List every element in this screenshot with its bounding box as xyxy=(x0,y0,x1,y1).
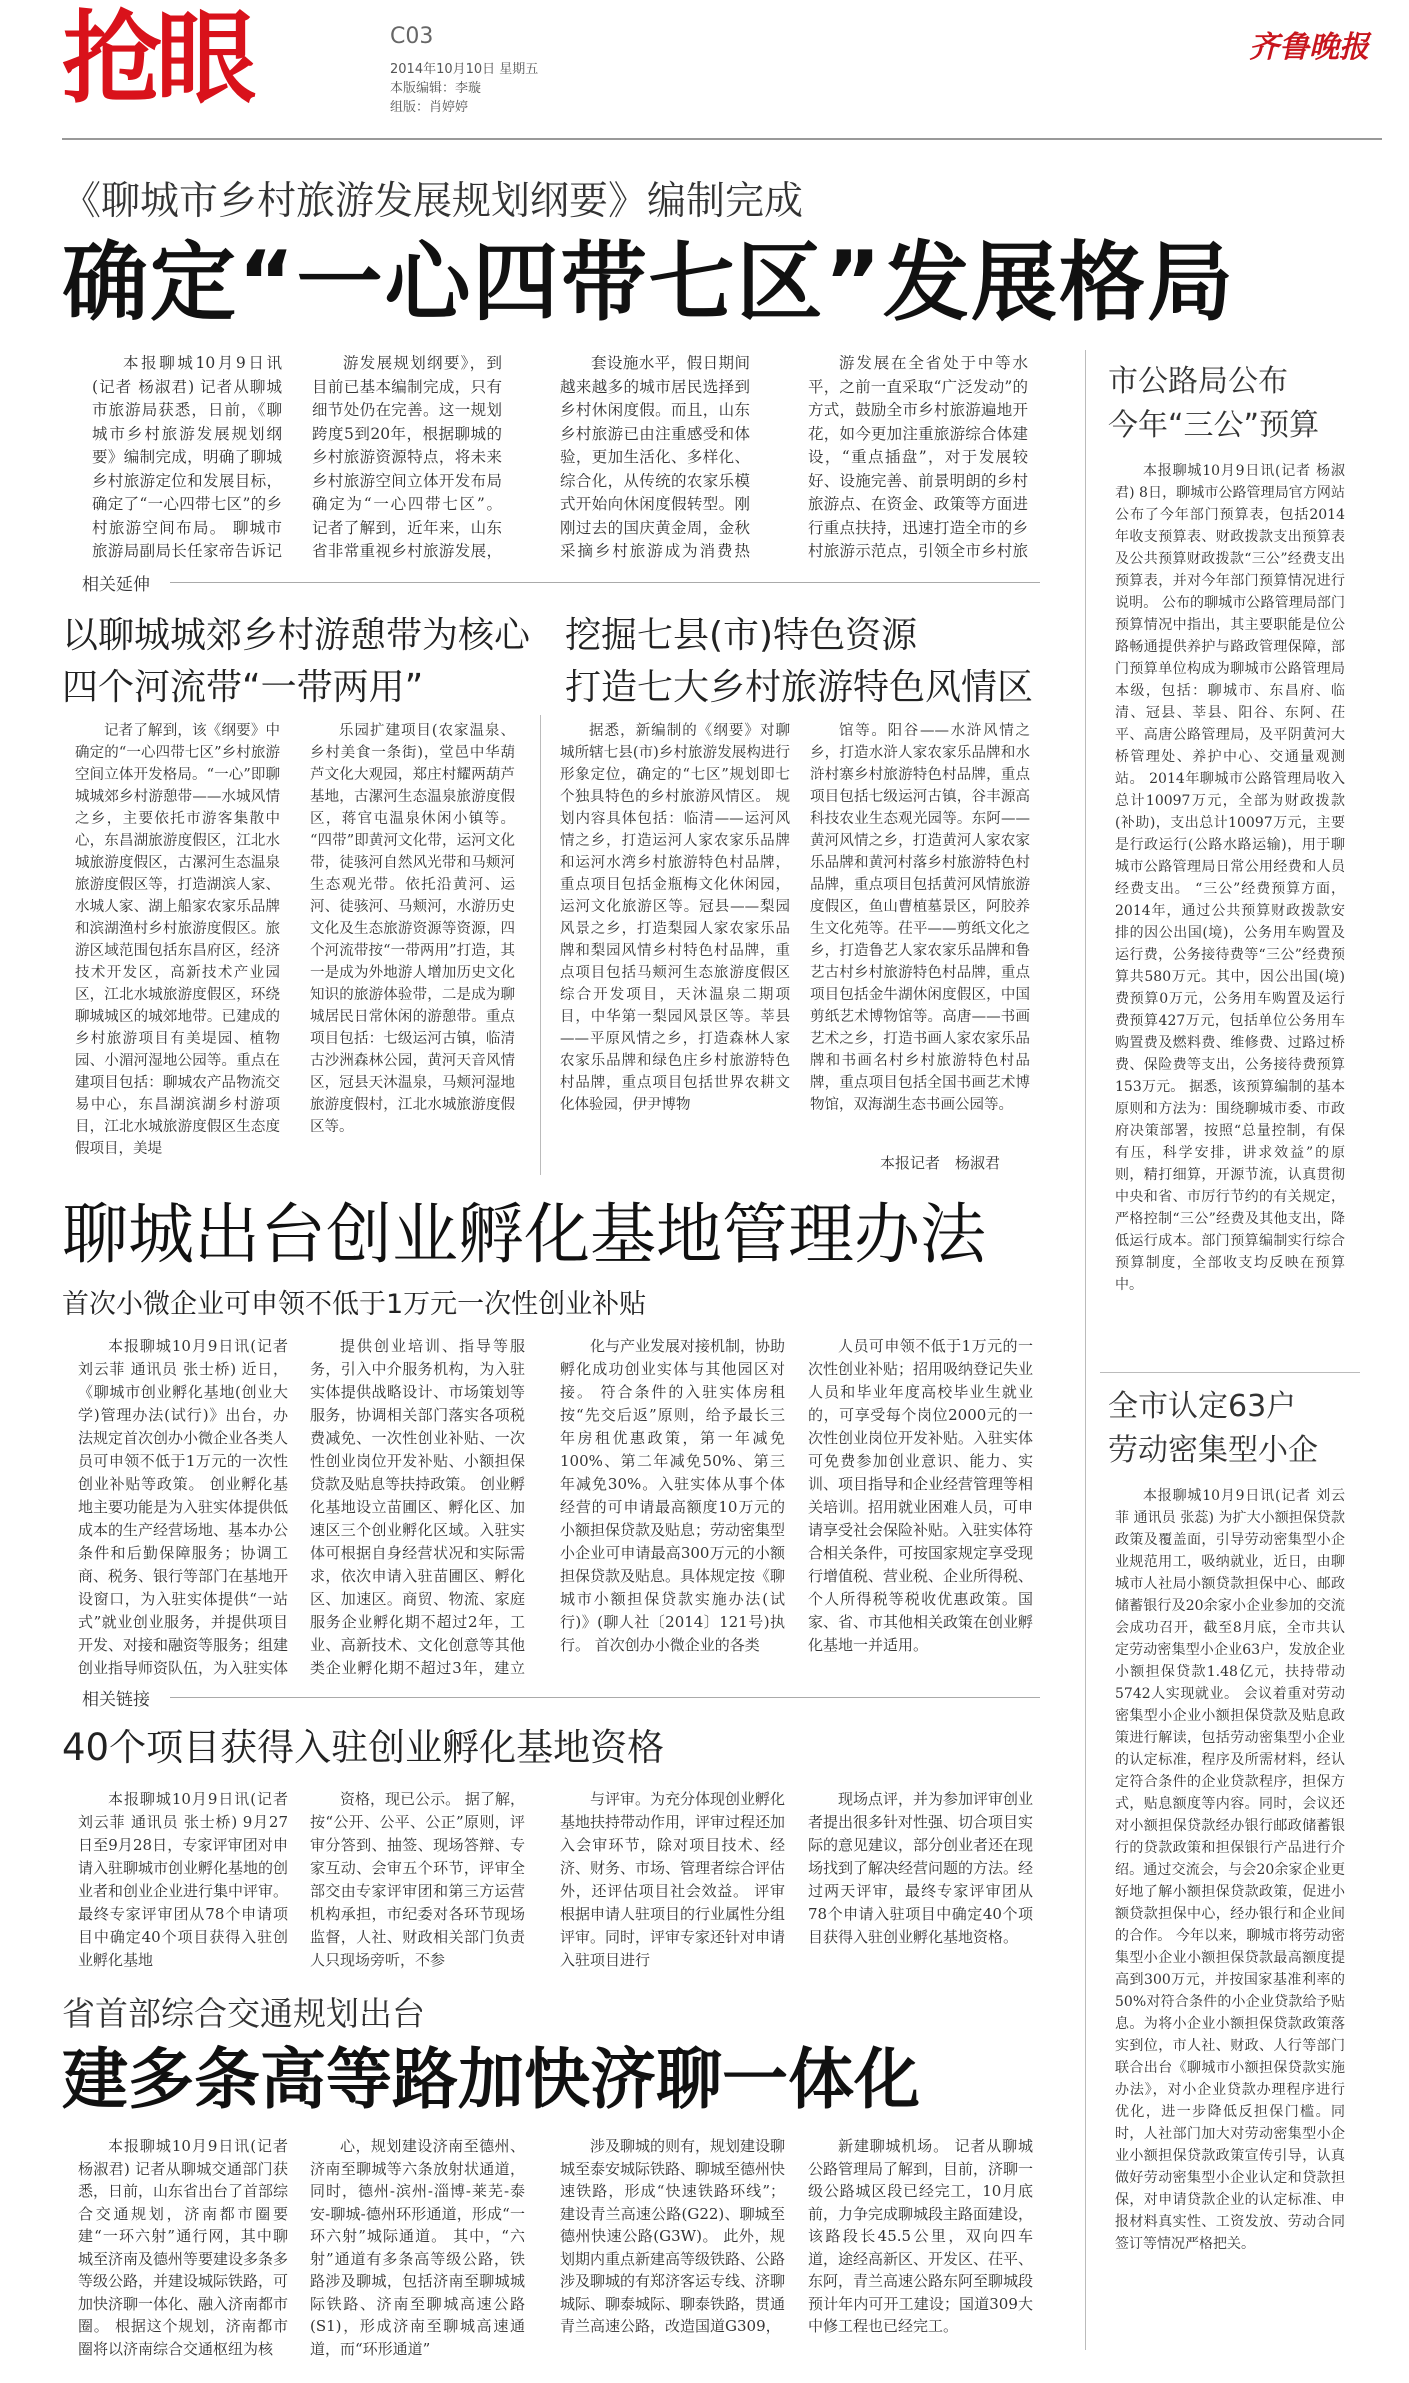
article3-headline: 建多条高等路加快济聊一体化 xyxy=(62,2041,920,2118)
newspaper-logo: 齐鲁晚报 xyxy=(1249,30,1369,65)
layout-credit: 组版：肖婷婷 xyxy=(390,100,469,115)
sidebar-1-title: 市公路局公布 今年“三公”预算 xyxy=(1108,364,1320,443)
lead-column-3: 套设施水平，假日期间越来越多的城市居民选择到乡村休闲度假。而且，山东乡村旅游已由注重感受和体验，更加生活化、多样化、综合化，从传统的农家乐模式开始向休闲度假转型。刚刚过去的国庆黄金周，金秋采摘乡村旅游成为消费热 xyxy=(560,354,750,560)
lead-kicker: 《聊城市乡村旅游发展规划纲要》编制完成 xyxy=(62,179,804,224)
issue-meta xyxy=(390,60,538,117)
sidebar-2-title: 全市认定63户 劳动密集型小企 xyxy=(1108,1389,1318,1468)
article3-column-1: 本报聊城10月9日讯(记者 杨淑君) 记者从聊城交通部门获悉，日前，山东省出台了首部综合交通规划，济南都市圈要建“一环六射”通行网，其中聊城至济南及德州等要建设多条多等级公路，并建设城际铁路，可加快济聊一体化、融入济南都市圈。 根据这个规划，济南都市圈将以济南综合交通枢纽为核 xyxy=(78,2137,288,2358)
link-tag: 相关链接 xyxy=(82,1690,150,1710)
related-tag: 相关延伸 xyxy=(82,575,150,595)
sidebar-divider xyxy=(1085,350,1086,2350)
article2-subtitle: 首次小微企业可申领不低于1万元一次性创业补贴 xyxy=(62,1289,647,1320)
link-tag-line xyxy=(170,1697,1040,1698)
article2-column-3: 化与产业发展对接机制，协助孵化成功创业实体与其他园区对接。 符合条件的入驻实体房租按“先交后返”原则，给予最长三年房租优惠政策，第一年减免100%、第二年减免50%、第三年减免30%。入驻实体从事个体经营的可申请最高额度10万元的小额担保贷款及贴息；劳动密集型小企业可申请最高300万元的小额担保贷款及贴息。具体规定按《聊城市小额担保贷款实施办法(试行)》(聊人社〔2014〕121号)执行。 首次创办小微企业的各类 xyxy=(560,1337,785,1654)
article3-column-3: 涉及聊城的则有，规划建设聊城至泰安城际铁路、聊城至德州快速铁路，形成“快速铁路环线”；建设青兰高速公路(G22)、聊城至德州快速公路(G3W)。 此外，规划期内重点新建高等级铁路、公路涉及聊城的有郑济客运专线、济聊城际、聊泰城际、聊泰铁路，贯通青兰高速公路，改造国道G309， xyxy=(560,2137,785,2335)
article2-sub-headline: 40个项目获得入驻创业孵化基地资格 xyxy=(62,1726,665,1769)
article2-sub-column-1: 本报聊城10月9日讯(记者 刘云菲 通讯员 张士桥) 9月27日至9月28日，专家评审团对申请入驻聊城市创业孵化基地的创业者和创业企业进行集中评审。最终专家评审团从78个申请项目中确定40个项目获得入驻创业孵化基地 xyxy=(78,1790,288,1969)
related-tag-line xyxy=(170,582,1040,583)
sub2-column-1: 据悉，新编制的《纲要》对聊城所辖七县(市)乡村旅游发展构进行形象定位，确定的“七区”规划即七个独具特色的乡村旅游风情区。 规划内容具体包括：临清——运河风情之乡，打造运河人家农家乐品牌和运河水湾乡村旅游特色村品牌，重点项目包括金瓶梅文化休闲园，运河文化旅游区等。冠县——梨园风景之乡，打造梨园人家农家乐品牌和梨园风情乡村特色村品牌，重点项目包括马颊河生态旅游度假区综合开发项目，天沐温泉二期项目，中华第一梨园风景区等。莘县——平原风情之乡，打造森林人家农家乐品牌和绿色庄乡村旅游特色村品牌，重点项目包括世界农耕文化体验园，伊尹博物 xyxy=(560,723,790,1113)
article2-headline: 聊城出台创业孵化基地管理办法 xyxy=(62,1196,986,1273)
lead-headline: 确定“一心四带七区”发展格局 xyxy=(62,233,1236,333)
header-divider xyxy=(62,138,1382,140)
sub2-column-2: 馆等。阳谷——水浒风情之乡，打造水浒人家农家乐品牌和水浒村寨乡村旅游特色村品牌，重点项目包括七级运河古镇，谷丰源高科技农业生态观光园等。东阿——黄河风情之乡，打造黄河人家农家乐品牌和黄河村落乡村旅游特色村品牌，重点项目包括黄河风情旅游度假区，鱼山曹植墓景区，阿胶养生文化苑等。茌平——剪纸文化之乡，打造鲁艺人家农家乐品牌和鲁艺古村乡村旅游特色村品牌，重点项目包括金牛湖休闲度假区，中国剪纸艺术博物馆等。高唐——书画艺术之乡，打造书画人家农家乐品牌和书画名村乡村旅游特色村品牌，重点项目包括全国书画艺术博物馆，双海湖生态书画公园等。 xyxy=(810,723,1030,1113)
editor-credit: 本版编辑：李璇 xyxy=(390,81,482,96)
lead-column-2: 游发展规划纲要》，到目前已基本编制完成，只有细节处仍在完善。这一规划跨度5到20年，根据聊城的乡村旅游资源特点，将未来乡村旅游空间立体开发布局确定为“一心四带七区”。 记者了解到，近年来，山东省非常重视乡村旅游发展， xyxy=(312,354,502,560)
article3-column-4: 新建聊城机场。 记者从聊城公路管理局了解到，目前，济聊一级公路城区段已经完工，10月底前，力争完成聊城段主路面建设，该路段长45.5公里，双向四车道，途经高新区、开发区、茌平、东阿，青兰高速公路东阿至聊城段预计年内可开工建设；国道309大中修工程也已经完工。 xyxy=(808,2137,1033,2335)
lead-column-1: 本报聊城10月9日讯(记者 杨淑君) 记者从聊城市旅游局获悉，日前，《聊城市乡村旅游发展规划纲要》编制完成，明确了聊城乡村旅游定位和发展目标，确定了“一心四带七区”的乡村旅游空间布局。 聊城市旅游局副局长任家帝告诉记 xyxy=(92,354,282,560)
article2-column-1: 本报聊城10月9日讯(记者 刘云菲 通讯员 张士桥) 近日，《聊城市创业孵化基地(创业大学)管理办法(试行)》出台，办法规定首次创办小微企业各类人员可申领不低于1万元的一次性创业补贴等政策。 创业孵化基地主要功能是为入驻实体提供低成本的生产经营场地、基本办公条件和后勤保障服务；协调工商、税务、银行等部门在基地开设窗口，为入驻实体提供“一站式”就业创业服务，并提供项目开发、对接和融资等服务；组建创业指导师资队伍，为入驻实体 xyxy=(78,1337,288,1677)
article2-column-2: 提供创业培训、指导等服务，引入中介服务机构，为入驻实体提供战略设计、市场策划等服务，协调相关部门落实各项税费减免、一次性创业补贴、一次性创业岗位开发补贴、小额担保贷款及贴息等扶持政策。 创业孵化基地设立苗圃区、孵化区、加速区三个创业孵化区域。入驻实体可根据自身经营状况和实际需求，依次申请入驻苗圃区、孵化区、加速区。商贸、物流、家庭服务企业孵化期不超过2年，工业、高新技术、文化创意等其他类企业孵化期不超过3年，建立 xyxy=(310,1337,525,1677)
lead-column-4: 游发展在全省处于中等水平，之前一直采取“广泛发动”的方式，鼓励全市乡村旅游遍地开花，如今更加注重旅游综合体建设，“重点插盘”，对于发展较好、设施完善、前景明朗的乡村旅游点、在资金、政策等方面进行重点扶持，迅速打造全市的乡村旅游示范点，引领全市乡村旅 xyxy=(808,354,1028,560)
sub-headline-left: 以聊城城郊乡村游憩带为核心 四个河流带“一带两用” xyxy=(62,615,531,708)
issue-date: 2014年10月10日 星期五 xyxy=(390,62,539,77)
article2-sub-column-4: 现场点评，并为参加评审创业者提出很多针对性强、切合项目实际的意见建议，部分创业者还在现场找到了解决经营问题的方法。经过两天评审，最终专家评审团从78个申请入驻项目中确定40个项目获得入驻创业孵化基地资格。 xyxy=(808,1790,1033,1946)
sub1-column-1: 记者了解到，该《纲要》中确定的“一心四带七区”乡村旅游空间立体开发格局。“一心”即聊城城郊乡村游憩带——水城风情之乡，主要依托市游客集散中心，东昌湖旅游度假区，江北水城旅游度假区，古漯河生态温泉旅游度假区等，打造湖滨人家、水城人家、湖上船家农家乐品牌和滨湖渔村乡村旅游度假区。旅游区域范围包括东昌府区，经济技术开发区，高新技术产业园区，江北水城旅游度假区，环绕聊城城区的城郊地带。已建成的乡村旅游项目有美堤园、植物园、小湄河湿地公园等。重点在建项目包括：聊城农产品物流交易中心，东昌湖滨湖乡村游项目，江北水城旅游度假区生态度假项目，美堤 xyxy=(75,723,280,1157)
column-divider xyxy=(540,715,541,1175)
lead-signature: 本报记者 杨淑君 xyxy=(880,1154,1001,1172)
sidebar-2-body: 本报聊城10月9日讯(记者 刘云菲 通讯员 张蕊) 为扩大小额担保贷款政策及覆盖面，引导劳动密集型小企业规范用工，吸纳就业，近日，由聊城市人社局小额贷款担保中心、邮政储蓄银行及20余家小企业参加的交流会成功召开，截至8月底，全市共认定劳动密集型小企业63户，发放企业小额担保贷款1.48亿元，扶持带动5742人实现就业。 会议着重对劳动密集型小企业小额担保贷款及贴息政策进行解读，包括劳动密集型小企业的认定标准，程序及所需材料，经认定符合条件的企业贷款程序，担保方式，贴息额度等内容。同时，会议还对小额担保贷款经办银行邮政储蓄银行的贷款政策和担保银行产品进行介绍。通过交流会，与会20余家企业更好地了解小额担保贷款政策，促进小额贷款担保中心，经办银行和企业间的合作。 今年以来，聊城市将劳动密集型小企业小额担保贷款最高额度提高到300万元，并按国家基准利率的50%对符合条件的小企业贷款给予贴息。为将小企业小额担保贷款政策落实到位，市人社、财政、人行等部门联合出台《聊城市小额担保贷款实施办法》，对小企业贷款办理程序进行优化，进一步降低反担保门槛。同时，人社部门加大对劳动密集型小企业小额担保贷款政策宣传引导，认真做好劳动密集型小企业认定和贷款担保，对申请贷款企业的认定标准、申报材料真实性、工资发放、劳动合同签订等情况严格把关。 xyxy=(1115,1488,1345,2252)
page-number: C03 xyxy=(390,24,434,49)
sidebar-separator xyxy=(1100,1372,1360,1373)
article2-sub-column-2: 资格，现已公示。 据了解，按“公开、公平、公正”原则，评审分答到、抽签、现场答辩、专家互动、会审五个环节，评审全部交由专家评审团和第三方运营机构承担，市纪委对各环节现场监督，人社、财政相关部门负责人只现场旁听，不参 xyxy=(310,1790,525,1969)
sub1-column-2: 乐园扩建项目(农家温泉、乡村美食一条街)，堂邑中华葫芦文化大观园，郑庄村耀两葫芦基地，古漯河生态温泉旅游度假区，蒋官屯温泉休闲小镇等。 “四带”即黄河文化带，运河文化带，徒骇河自然风光带和马颊河生态观光带。依托沿黄河、运河、徒骇河、马颊河，水游历史文化及生态旅游资源等资源，四个河流带按“一带两用”打造，其一是成为外地游人增加历史文化知识的旅游体验带，二是成为聊城居民日常休闲的游憩带。重点项目包括：七级运河古镇，临清古沙洲森林公园，黄河天音风情区，冠县天沐温泉，马颊河湿地旅游度假村，江北水城旅游度假区等。 xyxy=(310,723,515,1135)
sidebar-1-body: 本报聊城10月9日讯(记者 杨淑君) 8日，聊城市公路管理局官方网站公布了今年部门预算表，包括2014年收支预算表、财政拨款支出预算表及公共预算财政拨款“三公”经费支出预算表，并对今年部门预算情况进行说明。 公布的聊城市公路管理局部门预算情况中指出，其主要职能是位公路畅通提供养护与路政管理保障，部门预算单位构成为聊城市公路管理局本级，包括：聊城市、东昌府、临清、冠县、莘县、阳谷、东阿、茌平、高唐公路管理局，及平阴黄河大桥管理处、养护中心、交通量观测站。 2014年聊城市公路管理局收入总计10097万元，全部为财政拨款(补助)，支出总计10097万元，主要是行政运行(公路水路运输)，用于聊城市公路管理局日常公用经费和人员经费支出。 “三公”经费预算方面，2014年，通过公共预算财政拨款安排的因公出国(境)，公务用车购置及运行费，公务接待费等“三公”经费预算共580万元。其中，因公出国(境)费预算0万元，公务用车购置及运行费预算427万元，包括单位公务用车购置费及燃料费、维修费、过路过桥费、保险费等支出，公务接待费预算153万元。 据悉，该预算编制的基本原则和方法为：围绕聊城市委、市政府决策部署，按照“总量控制，有保有压，科学安排，讲求效益”的原则，精打细算，开源节流，认真贯彻中央和省、市厉行节约的有关规定，严格控制“三公”经费及其他支出，降低运行成本。部门预算编制实行综合预算制度，全部收支均反映在预算中。 xyxy=(1115,463,1345,1293)
article2-sub-column-3: 与评审。为充分体现创业孵化基地扶持带动作用，评审过程还加入会审环节，除对项目技术、经济、财务、市场、管理者综合评估外，还评估项目社会效益。 评审根据申请人驻项目的行业属性分组评审。同时，评审专家还针对申请入驻项目进行 xyxy=(560,1790,785,1969)
article3-kicker: 省首部综合交通规划出台 xyxy=(62,1994,425,2033)
article2-column-4: 人员可申领不低于1万元的一次性创业补贴；招用吸纳登记失业人员和毕业年度高校毕业生就业的，可享受每个岗位2000元的一次性创业岗位开发补贴。入驻实体可免费参加创业意识、能力、实训、项目指导和企业经营管理等相关培训。招用就业困难人员，可申请享受社会保险补贴。入驻实体符合相关条件，可按国家规定享受现行增值税、营业税、企业所得税、个人所得税等税收优惠政策。国家、省、市其他相关政策在创业孵化基地一并适用。 xyxy=(808,1337,1033,1654)
section-brand: 抢眼 xyxy=(62,0,250,117)
article3-column-2: 心，规划建设济南至德州、济南至聊城等六条放射状通道，同时，德州-滨州-淄博-莱芜-泰安-聊城-德州环形通道，形成“一环六射”城际通道。 其中，“六射”通道有多条高等级公路，铁路涉及聊城，包括济南至聊城城际铁路、济南至聊城高速公路(S1)，形成济南至聊城高速通道，而“环形通道” xyxy=(310,2137,525,2358)
sub-headline-right: 挖掘七县(市)特色资源 打造七大乡村旅游特色风情区 xyxy=(565,615,1034,708)
